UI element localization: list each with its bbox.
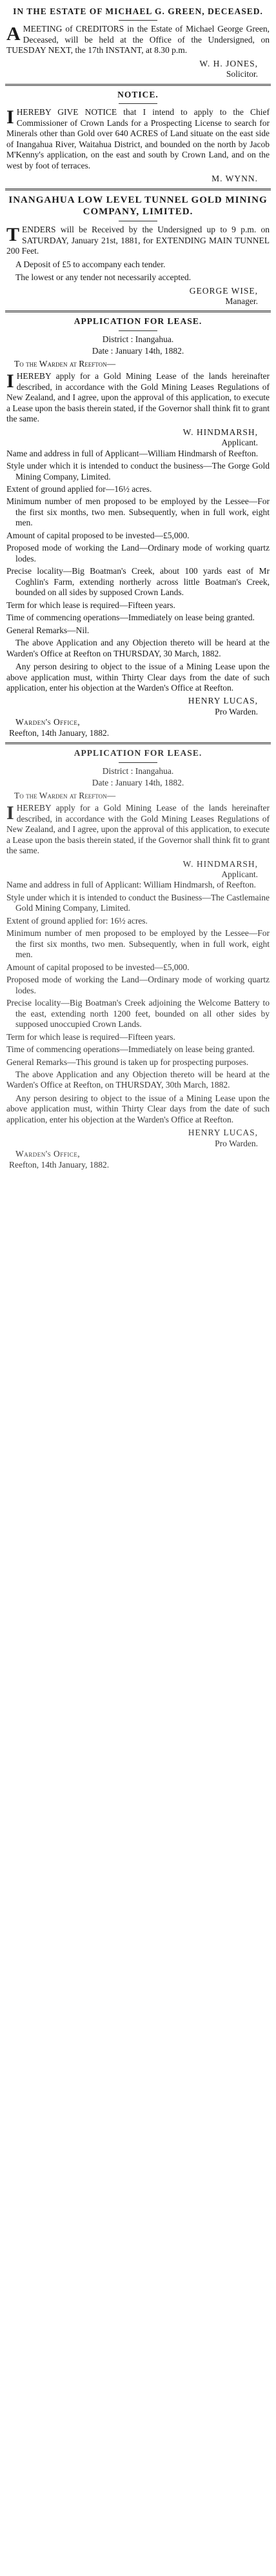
estate-body-text: MEETING of CREDITORS in the Estate of Michael George Green, Deceased, will be held at the Office of the Undersigned, on TUESDAY NEXT, the 17th INSTANT, at 8.30 p.m. <box>6 24 270 56</box>
lease2-item: Minimum number of men proposed to be employed by the Lessee—For the first six months, two men. Subsequently, when in full work, eight men. <box>6 928 270 960</box>
lease2-items <box>6 880 270 1068</box>
tender-body <box>6 225 270 256</box>
lease1-item: Minimum number of men proposed to be employed by the Lessee—For the first six months, two men. Subsequently, when in full work, eight men. <box>6 496 270 528</box>
lease1-signature-title: Pro Warden. <box>215 706 258 716</box>
lease1-items <box>6 449 270 636</box>
notice-signature: M. WYNN. <box>212 174 258 184</box>
lease2-district: District : Inangahua. <box>102 766 174 776</box>
lease2-body <box>6 803 270 856</box>
section-divider <box>5 188 271 190</box>
prospecting-notice <box>0 90 276 185</box>
estate-title: IN THE ESTATE OF MICHAEL G. GREEN, DECEASED. <box>13 6 263 16</box>
lease1-item: General Remarks—Nil. <box>6 625 90 635</box>
notice-title: NOTICE. <box>117 89 159 99</box>
lease2-item: Name and address in full of Applicant: William Hindmarsh, of Reefton. <box>6 880 256 890</box>
section-divider <box>5 310 271 312</box>
lease2-item: Term for which lease is required—Fifteen years. <box>6 1031 175 1042</box>
lease2-title: APPLICATION FOR LEASE. <box>74 748 202 758</box>
lease1-item: Proposed mode of working the Land—Ordinary mode of working quartz lodes. <box>6 543 270 563</box>
lease2-date: Date : January 14th, 1882. <box>92 778 184 788</box>
lease1-office-date: Reefton, 14th January, 1882. <box>9 727 110 738</box>
lease2-dropcap: I <box>6 802 14 824</box>
lease1-item: Name and address in full of Applicant—William Hindmarsh of Reefton. <box>6 448 259 458</box>
lease2-applicant-name: W. HINDMARSH, <box>182 858 258 869</box>
lease1-to: To the Warden at Reefton— <box>14 358 116 369</box>
section-divider <box>5 742 271 744</box>
lease2-item: Extent of ground applied for: 16½ acres. <box>6 915 148 926</box>
tender-signature-title: Manager. <box>225 296 258 306</box>
lease1-item: Extent of ground applied for—16½ acres. <box>6 484 152 494</box>
lease1-item: Precise locality—Big Boatman's Creek, about 100 yards east of Mr Coghlin's Farm, extending northerly across little Boatman's Creek, bounded on all sides by supposed Crown Lands. <box>6 566 270 598</box>
lease1-district: District : Inangahua. <box>102 334 174 344</box>
divider <box>119 762 157 763</box>
estate-signature: W. H. JONES, <box>199 58 258 68</box>
lease1-item: Style under which it is intended to conduct the business—The Gorge Gold Mining Company, Limited. <box>6 461 270 482</box>
notice-body-text: HEREBY GIVE NOTICE that I intend to apply to the Chief Commissioner of Crown Lands for a Prospecting License to search for Minerals other than Gold over 640 ACRES of Land situate on the east side of Inangahua River, Waitahua District, and bounded on the north by Jacob M'Kenny's application, on the east and south by Crown Land, and on the west by foot of terraces. <box>6 107 270 170</box>
lease1-applicant-label: Applicant. <box>221 438 258 448</box>
tender-dropcap: T <box>6 224 20 246</box>
lease1-body <box>6 371 270 424</box>
lease1-objection: Any person desiring to object to the issue of a Mining Lease upon the above application must, within Thirty Clear days from the date of such application, enter his objection at the Warden's Office at Reefton. <box>6 662 270 693</box>
lease1-dropcap: I <box>6 370 14 392</box>
lease2-office-date: Reefton, 14th January, 1882. <box>9 1159 110 1170</box>
lease2-body-text: HEREBY apply for a Gold Mining Lease of the lands hereinafter described, in accordance with the Gold Mining Leases Regulations of New Zealand, and I agree, upon the approval of this application, to execute a Lease upon the basis therein stated, if the Governor shall think fit to grant the same. <box>6 803 270 856</box>
divider <box>119 103 157 104</box>
estate-dropcap: A <box>6 23 21 45</box>
lease2-item: Amount of capital proposed to be invested—£5,000. <box>6 962 190 972</box>
lease1-item: Time of commencing operations—Immediately on lease being granted. <box>6 613 255 623</box>
lease1-applicant-name: W. HINDMARSH, <box>182 427 258 437</box>
estate-notice <box>0 6 276 80</box>
divider <box>119 20 157 21</box>
lease2-hearing: The above Application and any Objection thereto will be heard at the Warden's Office at Reefton, on THURSDAY, 30th March, 1882. <box>6 1069 270 1090</box>
newspaper-column <box>0 0 276 1177</box>
estate-body <box>6 24 270 56</box>
tender-lowest: The lowest or any tender not necessarily accepted. <box>15 272 192 283</box>
tender-title: INANGAHUA LOW LEVEL TUNNEL GOLD MINING COMPANY, LIMITED. <box>8 194 268 217</box>
section-divider <box>5 84 271 86</box>
lease1-item: Amount of capital proposed to be invested—£5,000. <box>6 530 190 540</box>
lease1-signature: HENRY LUCAS, <box>188 696 258 706</box>
notice-dropcap: I <box>6 106 14 128</box>
lease1-date: Date : January 14th, 1882. <box>92 346 184 356</box>
notice-body <box>6 107 270 171</box>
lease1-hearing: The above Application and any Objection thereto will be heard at the Warden's Office at Reefton on THURSDAY, 30 March, 1882. <box>6 638 270 658</box>
tender-deposit: A Deposit of £5 to accompany each tender. <box>15 259 166 269</box>
lease1-title: APPLICATION FOR LEASE. <box>74 316 202 327</box>
lease1-item: Term for which lease is required—Fifteen years. <box>6 600 175 610</box>
lease2-item: Proposed mode of working the Land—Ordinary mode of working quartz lodes. <box>6 975 270 995</box>
lease2-item: General Remarks—This ground is taken up for prospecting purposes. <box>6 1057 249 1067</box>
tender-notice <box>0 194 276 307</box>
lease2-to: To the Warden at Reefton— <box>14 790 116 800</box>
lease2-item: Precise locality—Big Boatman's Creek adjoining the Welcome Battery to the east, extending north 1200 feet, bounded on all other sides by supposed unoccupied Crown Lands. <box>6 998 270 1029</box>
lease2-applicant-label: Applicant. <box>221 869 258 879</box>
lease2-item: Time of commencing operations—Immediately on lease being granted. <box>6 1044 255 1055</box>
tender-signature: GEORGE WISE, <box>189 285 258 296</box>
tender-body-text: ENDERS will be Received by the Undersigned up to 9 p.m. on SATURDAY, January 21st, 1881, for EXTENDING MAIN TUNNEL 200 Feet. <box>6 225 270 256</box>
lease2-signature-title: Pro Warden. <box>215 1138 258 1148</box>
lease1-office: Warden's Office, <box>15 717 81 727</box>
divider <box>119 330 157 331</box>
lease2-signature: HENRY LUCAS, <box>188 1128 258 1138</box>
lease2-objection: Any person desiring to object to the issue of a Mining Lease upon the above application must, within Thirty Clear days from the date of such application, enter his objection at the Warden's Office at Reefton. <box>6 1093 270 1124</box>
estate-signature-title: Solicitor. <box>226 69 258 79</box>
lease2-office: Warden's Office, <box>15 1149 81 1159</box>
lease-application-1 <box>0 316 276 738</box>
lease-application-2 <box>0 748 276 1170</box>
lease1-body-text: HEREBY apply for a Gold Mining Lease of the lands hereinafter described, in accordance with the Gold Mining Leases Regulations of New Zealand, and I agree, upon the approval of this application, to execute a Lease upon the basis therein stated, if the Governor shall think fit to grant the same. <box>6 371 270 424</box>
lease2-item: Style under which it is intended to conduct the Business—The Castlemaine Gold Mining Company, Limited. <box>6 892 270 913</box>
